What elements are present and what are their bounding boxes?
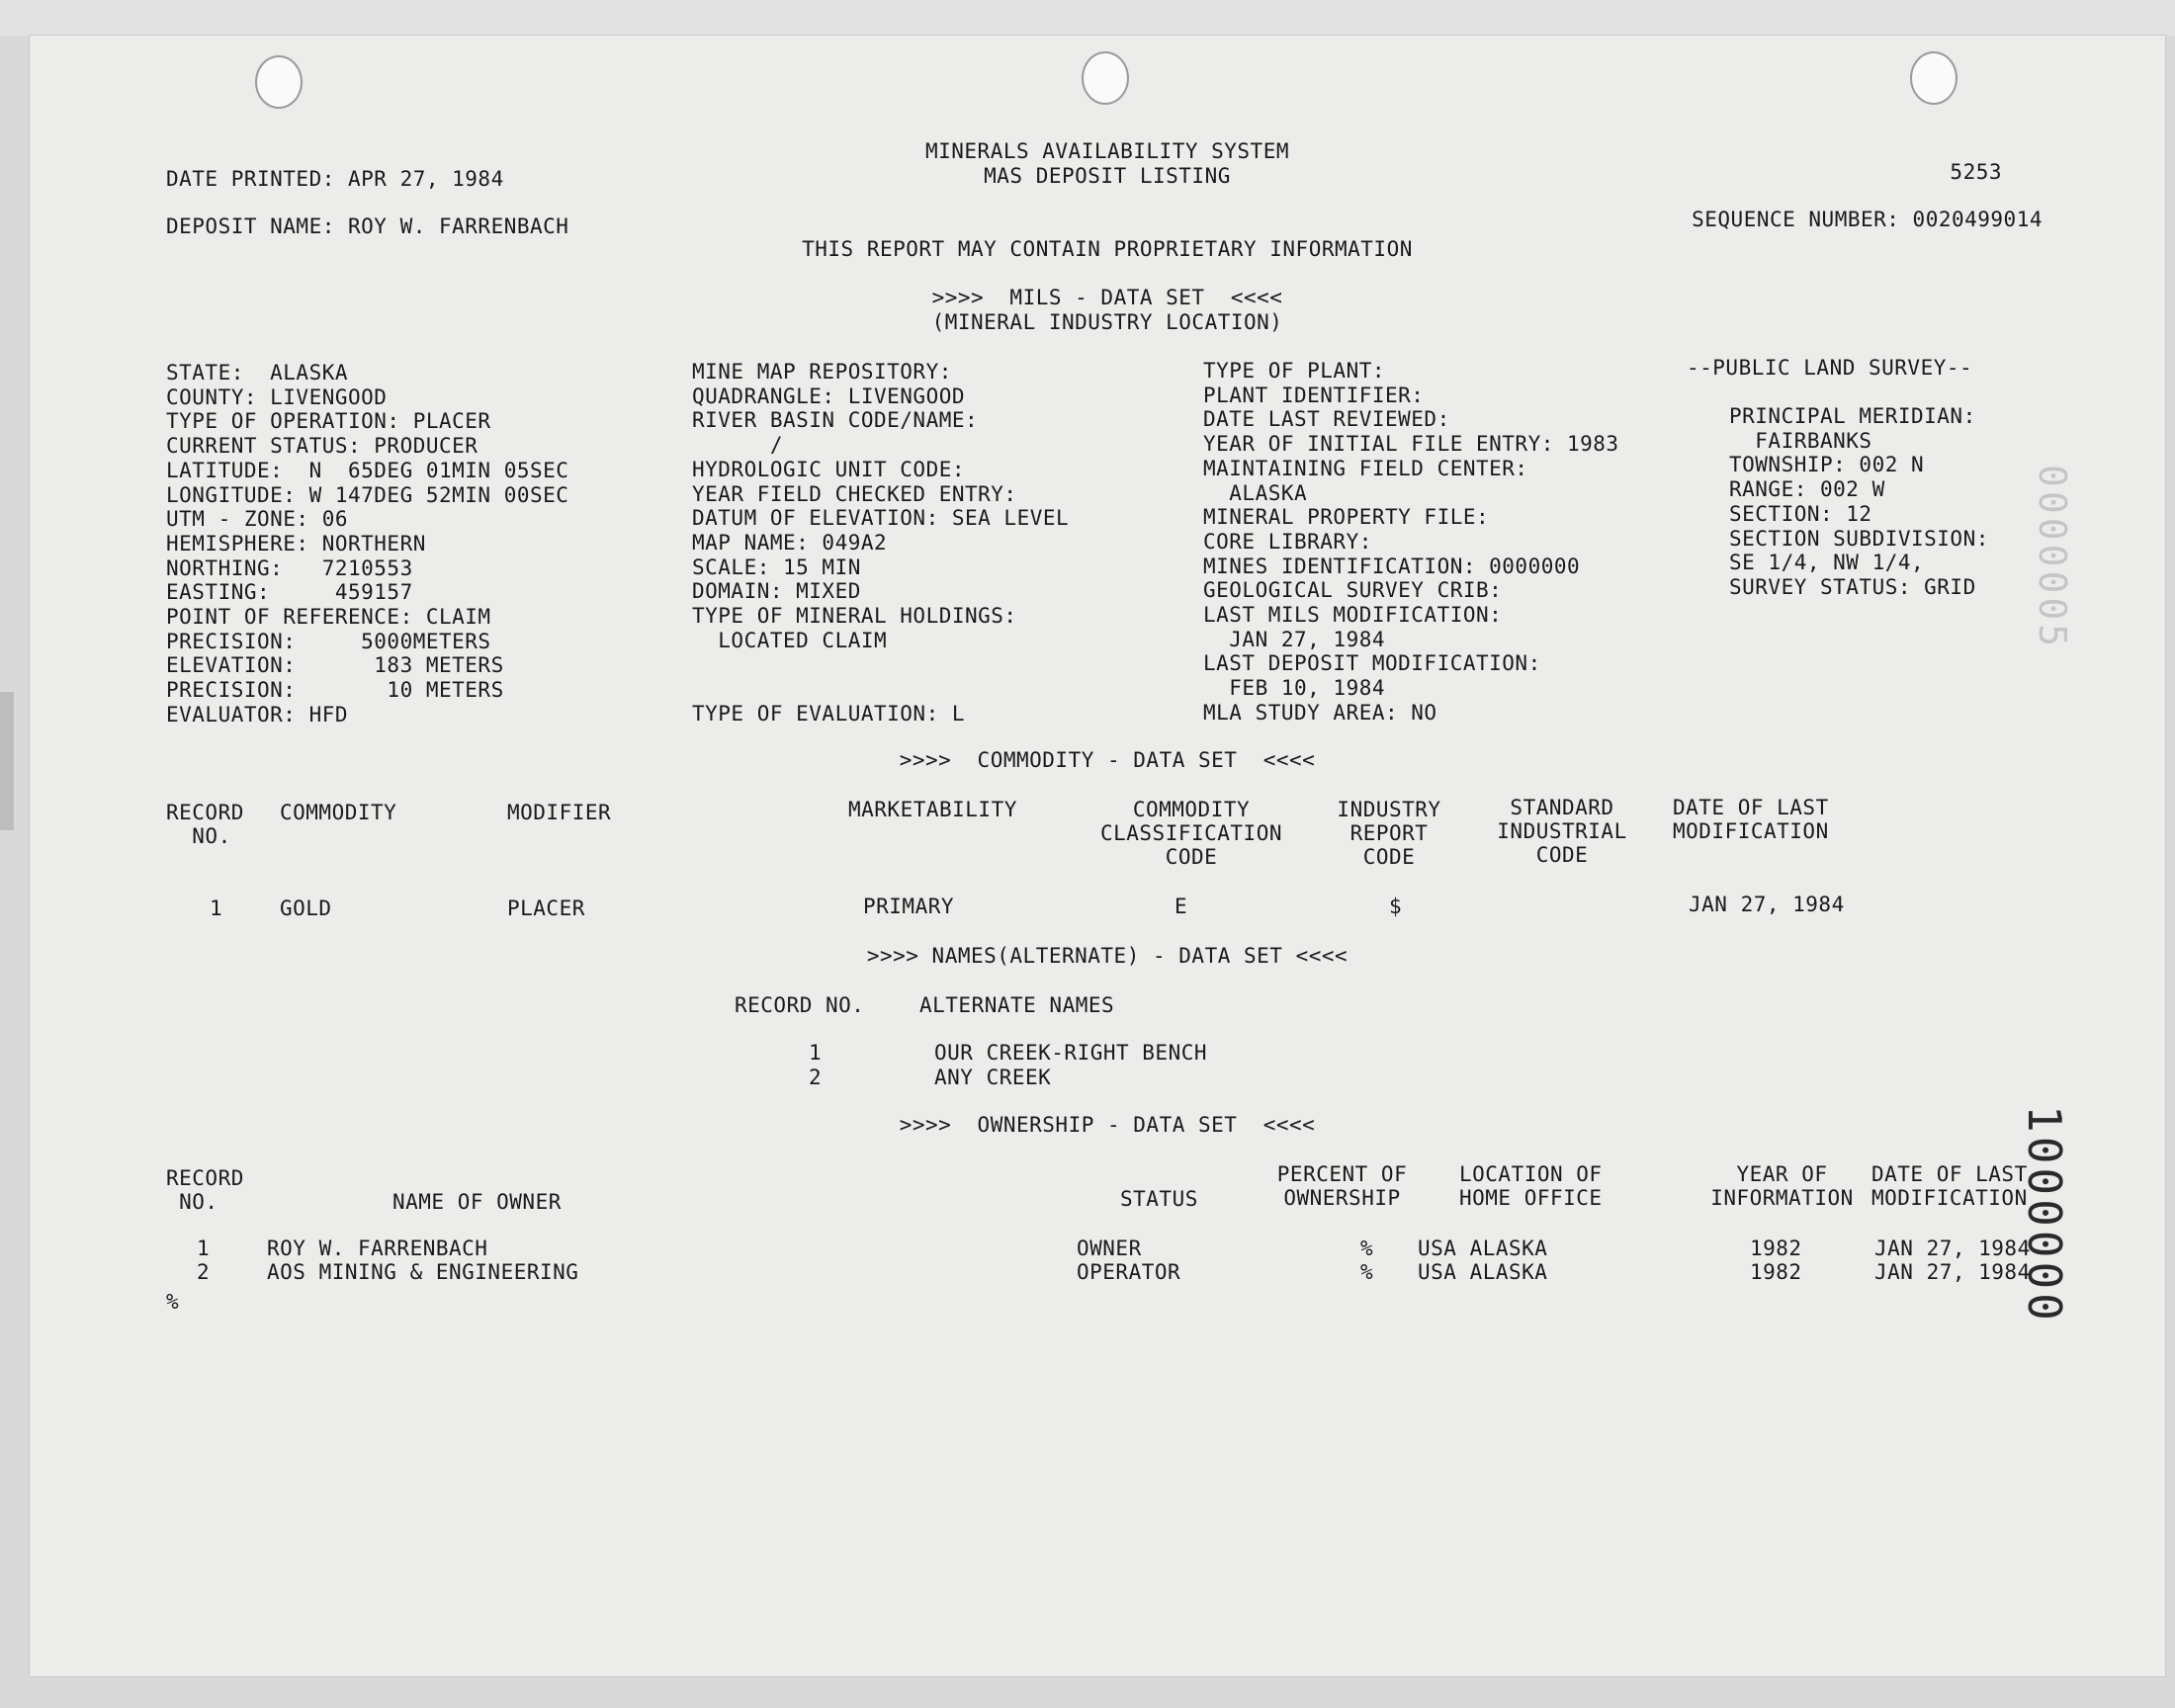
scanner-top-strip (0, 0, 2175, 36)
ownership-header-owner: NAME OF OWNER (392, 1190, 562, 1214)
mils-map-field: QUADRANGLE: LIVENGOOD (692, 384, 966, 408)
owner-status: OPERATOR (1077, 1260, 1181, 1284)
owner-name: ROY W. FARRENBACH (267, 1237, 488, 1260)
alternate-name-record-no: 1 (809, 1041, 823, 1065)
mils-plant-field: FEB 10, 1984 (1203, 676, 1386, 700)
mils-map-field: HYDROLOGIC UNIT CODE: (692, 458, 966, 481)
date-printed: DATE PRINTED: APR 27, 1984 (166, 167, 504, 191)
mils-map-field: MINE MAP REPOSITORY: (692, 360, 952, 384)
mils-map-field: RIVER BASIN CODE/NAME: (692, 408, 979, 432)
alternate-name: OUR CREEK-RIGHT BENCH (934, 1041, 1208, 1065)
deposit-name: DEPOSIT NAME: ROY W. FARRENBACH (166, 214, 569, 238)
mils-location-field: HEMISPHERE: NORTHERN (166, 532, 426, 555)
system-title: MINERALS AVAILABILITY SYSTEM (924, 139, 1289, 163)
mils-location-field: EVALUATOR: HFD (166, 703, 349, 726)
mils-plant-field: MLA STUDY AREA: NO (1203, 701, 1437, 725)
faint-margin-stamp: 0000005 (2031, 465, 2074, 651)
owner-status: OWNER (1077, 1237, 1142, 1260)
mils-subtitle: (MINERAL INDUSTRY LOCATION) (931, 310, 1283, 334)
commodity-classification-code: E (1174, 895, 1188, 918)
mils-plant-field: MAINTAINING FIELD CENTER: (1203, 457, 1528, 480)
mils-land-survey-field: SECTION SUBDIVISION: (1729, 527, 1989, 551)
mils-location-field: CURRENT STATUS: PRODUCER (166, 434, 478, 458)
owner-percent: % (1360, 1237, 1374, 1260)
mils-plant-field: TYPE OF PLANT: (1203, 359, 1386, 383)
ownership-header-status: STATUS (1120, 1187, 1198, 1211)
commodity-header-marketability: MARKETABILITY (848, 798, 1017, 821)
ownership-header-modification: DATE OF LAST MODIFICATION (1871, 1162, 2028, 1210)
mils-location-field: STATE: ALASKA (166, 361, 349, 384)
ownership-header-location: LOCATION OF HOME OFFICE (1459, 1162, 1603, 1210)
names-title: >>>> NAMES(ALTERNATE) - DATA SET <<<< (866, 944, 1348, 968)
commodity-header-industry-code: INDUSTRY REPORT CODE (1337, 798, 1441, 869)
page-number: 5253 (1950, 160, 2002, 184)
mils-land-survey-field: SURVEY STATUS: GRID (1729, 575, 1976, 599)
ownership-header-year: YEAR OF INFORMATION (1710, 1162, 1854, 1210)
alternate-name-record-no: 2 (809, 1066, 823, 1089)
mils-plant-field: CORE LIBRARY: (1203, 530, 1372, 554)
commodity-name: GOLD (280, 897, 332, 920)
mils-plant-field: LAST DEPOSIT MODIFICATION: (1203, 651, 1541, 675)
mils-location-field: UTM - ZONE: 06 (166, 507, 349, 531)
owner-name: AOS MINING & ENGINEERING (267, 1260, 579, 1284)
owner-percent: % (1360, 1260, 1374, 1284)
mils-location-field: LATITUDE: N 65DEG 01MIN 05SEC (166, 459, 569, 482)
owner-record-no: 2 (197, 1260, 211, 1284)
mils-land-survey-field: PRINCIPAL MERIDIAN: (1729, 404, 1976, 428)
mils-map-field: TYPE OF MINERAL HOLDINGS: (692, 604, 1017, 628)
mils-plant-field: PLANT IDENTIFIER: (1203, 384, 1425, 407)
owner-home-office: USA ALASKA (1418, 1237, 1548, 1260)
binder-hole-right (1910, 51, 1958, 105)
mils-map-field: LOCATED CLAIM (692, 629, 888, 652)
ownership-header-record: RECORD NO. (166, 1166, 244, 1214)
mils-plant-field: GEOLOGICAL SURVEY CRIB: (1203, 578, 1503, 602)
owner-home-office: USA ALASKA (1418, 1260, 1548, 1284)
mils-plant-field: ALASKA (1203, 481, 1308, 505)
mils-plant-field: MINERAL PROPERTY FILE: (1203, 505, 1490, 529)
owner-year-of-information: 1982 (1750, 1237, 1802, 1260)
mils-plant-field: MINES IDENTIFICATION: 0000000 (1203, 555, 1581, 578)
mils-location-field: NORTHING: 7210553 (166, 556, 413, 580)
mils-map-field: SCALE: 15 MIN (692, 555, 861, 579)
mils-map-field: DOMAIN: MIXED (692, 579, 861, 603)
mils-plant-field: LAST MILS MODIFICATION: (1203, 603, 1503, 627)
mils-location-field: PRECISION: 5000METERS (166, 630, 491, 653)
alternate-name: ANY CREEK (934, 1066, 1052, 1089)
binder-hole-left (255, 55, 303, 109)
mils-land-survey-field: FAIRBANKS (1729, 429, 1872, 453)
mils-location-field: LONGITUDE: W 147DEG 52MIN 00SEC (166, 483, 569, 507)
owner-year-of-information: 1982 (1750, 1260, 1802, 1284)
commodity-modifier: PLACER (507, 897, 585, 920)
commodity-header-commodity: COMMODITY (280, 801, 397, 824)
mils-location-field: EASTING: 459157 (166, 580, 413, 604)
commodity-marketability: PRIMARY (863, 895, 955, 918)
mils-map-field: DATUM OF ELEVATION: SEA LEVEL (692, 506, 1070, 530)
commodity-header-record: RECORD NO. (166, 801, 244, 848)
footer-percent-mark: % (166, 1290, 180, 1314)
margin-stamp-number: 1000000 (2018, 1105, 2071, 1324)
mils-land-survey-field: TOWNSHIP: 002 N (1729, 453, 1925, 476)
ownership-title: >>>> OWNERSHIP - DATA SET <<<< (899, 1113, 1316, 1137)
mils-location-field: COUNTY: LIVENGOOD (166, 385, 388, 409)
commodity-industry-code: $ (1389, 895, 1403, 918)
commodity-last-modification: JAN 27, 1984 (1689, 893, 1845, 916)
binder-hole-center (1082, 51, 1129, 105)
mils-location-field: PRECISION: 10 METERS (166, 678, 504, 702)
mils-land-survey-field: SE 1/4, NW 1/4, (1729, 551, 1925, 574)
ownership-header-percent: PERCENT OF OWNERSHIP (1276, 1162, 1408, 1210)
mils-location-field: ELEVATION: 183 METERS (166, 653, 504, 677)
public-land-survey-title: --PUBLIC LAND SURVEY-- (1687, 356, 1973, 380)
mils-plant-field: YEAR OF INITIAL FILE ENTRY: 1983 (1203, 432, 1619, 456)
owner-last-modification: JAN 27, 1984 (1874, 1237, 2031, 1260)
names-header-alternate: ALTERNATE NAMES (919, 993, 1115, 1017)
mils-title: >>>> MILS - DATA SET <<<< (931, 286, 1283, 309)
commodity-header-classification: COMMODITY CLASSIFICATION CODE (1099, 798, 1282, 869)
commodity-header-modification: DATE OF LAST MODIFICATION (1673, 796, 1829, 843)
listing-title: MAS DEPOSIT LISTING (984, 164, 1231, 188)
mils-plant-field: DATE LAST REVIEWED: (1203, 407, 1450, 431)
commodity-header-sic: STANDARD INDUSTRIAL CODE (1497, 796, 1627, 867)
mils-map-field: MAP NAME: 049A2 (692, 531, 888, 555)
mils-map-field: YEAR FIELD CHECKED ENTRY: (692, 482, 1017, 506)
mils-land-survey-field: SECTION: 12 (1729, 502, 1872, 526)
mils-plant-field: JAN 27, 1984 (1203, 628, 1386, 651)
scan-edge-shadow (0, 692, 14, 830)
mils-map-field: TYPE OF EVALUATION: L (692, 702, 966, 726)
names-header-record: RECORD NO. (735, 993, 865, 1017)
mils-land-survey-field: RANGE: 002 W (1729, 477, 1885, 501)
proprietary-notice: THIS REPORT MAY CONTAIN PROPRIETARY INFORMATION (802, 237, 1413, 261)
commodity-record-no: 1 (210, 897, 223, 920)
owner-record-no: 1 (197, 1237, 211, 1260)
commodity-title: >>>> COMMODITY - DATA SET <<<< (899, 748, 1316, 772)
commodity-header-modifier: MODIFIER (507, 801, 612, 824)
mils-map-field: / (692, 433, 784, 457)
owner-last-modification: JAN 27, 1984 (1874, 1260, 2031, 1284)
mils-location-field: POINT OF REFERENCE: CLAIM (166, 605, 491, 629)
sequence-number: SEQUENCE NUMBER: 0020499014 (1692, 208, 2043, 231)
mils-location-field: TYPE OF OPERATION: PLACER (166, 409, 491, 433)
